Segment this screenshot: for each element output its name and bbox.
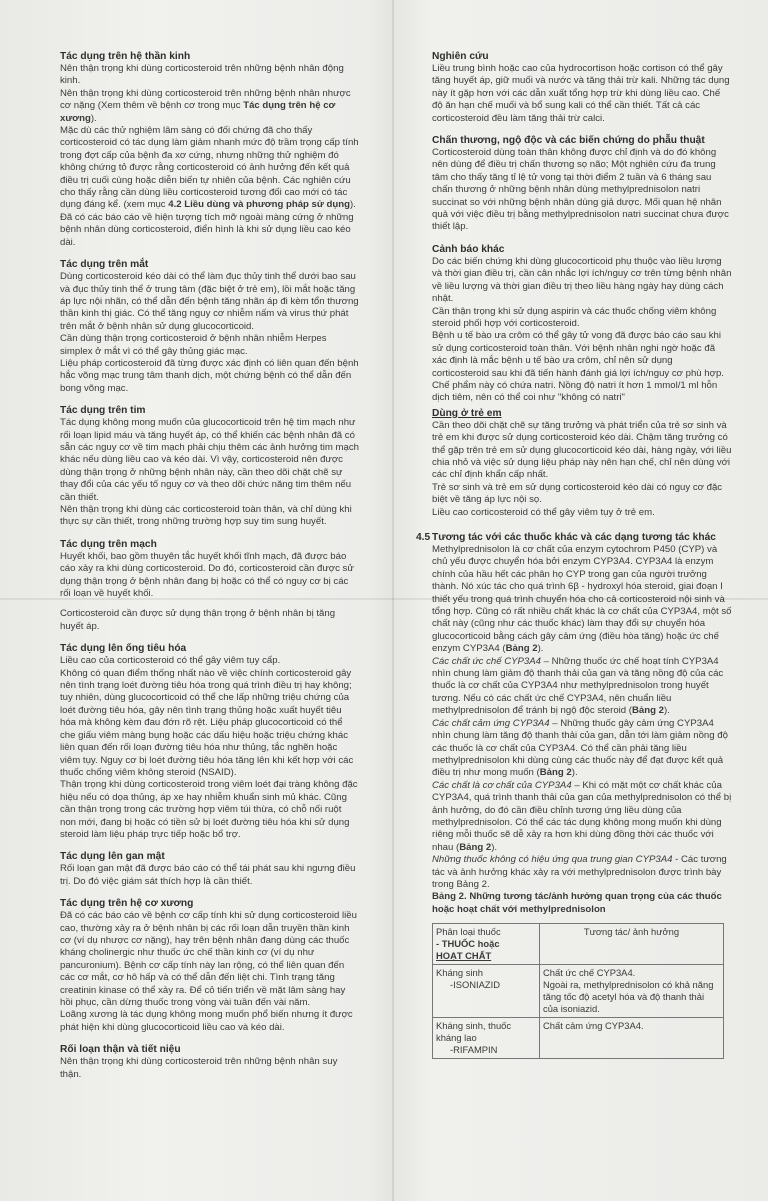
paragraph: Các chất ức chế CYP3A4 – Những thuốc ức chế hoạt tính CYP3A4 nhìn chung làm giảm độ thanh thải của gan và tăng nồng độ của các thuốc là cơ chất của CYP3A4 như methylprednisolon trong huyết tương. Nếu có các chất ức chế CYP3A4, nên chuẩn liều methylprednisolon để tránh bị ngộ độc steroid (Bảng 2). — [432, 655, 724, 717]
section-title: Tác dụng trên tim — [60, 405, 146, 417]
table-cell: Kháng sinh -ISONIAZID — [433, 965, 540, 1018]
section-title: Nghiên cứu — [432, 51, 489, 62]
section-musculoskeletal — [60, 897, 360, 1034]
paragraph: Liều cao của corticosteroid có thể gây viêm tụy cấp. — [60, 655, 281, 667]
page-fold — [392, 0, 394, 1201]
section-title: 4.5 Tương tác với các thuốc khác và các dạng tương tác khác — [416, 532, 716, 543]
section-gastrointestinal — [60, 642, 360, 841]
paragraph: Đã có các báo cáo về bệnh cơ cấp tính khi sử dụng corticosteroid liều cao, thường xảy ra ở bệnh nhân bị các rối loạn dẫn truyền thần kinh cơ (ví dụ nhược cơ nặng), hay trên bệnh nhân đang dùng các thuốc kháng cholinergic như thuốc ức chế thần kinh cơ (ví dụ như pancuronium). Bệnh cơ cấp tính này lan rộng, có thể liên quan đến các cơ mắt, cơ hô hấp và có thể dẫn đến liệt chi. Tình trạng tăng creatinin kinase có thể xảy ra. Để cỏ tiến triển về mặt lâm sàng hay hồi phục, cần dừng thuốc trong vòng vài tuần đến vài năm. — [60, 910, 357, 1008]
paragraph: Liều cao corticosteroid có thể gây viêm tụy ở trẻ em. — [432, 506, 655, 518]
section-title: Dùng ở trẻ em — [432, 407, 502, 419]
paragraph: Corticosteroid dùng toàn thân không được chỉ định và do đó không nên dùng để điều trị chấn thương sọ não; Một nghiên cứu đa trung tâm cho thấy tăng tỉ lệ tử vong tại thời điểm 2 tuần và 6 tháng sau chấn thương ở những bệnh nhân dùng methylprednisolon natri succinat so với những bệnh nhân dùng giả dược. Mối quan hệ nhân quả với việc điều trị bằng methylprednisolon natri succinat chưa được thiết lập. — [432, 147, 729, 233]
paragraph: Nên thận trọng khi dùng các corticosteroid toàn thân, và chỉ dùng khi thực sự cần thiết, trong những trường hợp suy tim sung huyết. — [60, 504, 352, 528]
section-number: 4.5 — [416, 532, 431, 543]
paragraph: Thận trọng khi dùng corticosteroid trong viêm loét đại tràng không đặc hiệu nếu có dọa thủng, áp xe hay nhiễm khuẩn sinh mủ khác. Cũng cần thận trọng trong các trường hợp viêm túi thừa, có chỗ nối ruột non mới, đang bị hoặc có tiền sử bị loét đường tiêu hóa khi sử dụng steroid làm liệu pháp trực tiếp hoặc bổ trợ. — [60, 779, 358, 840]
paragraph: Loãng xương là tác dụng không mong muốn phổ biến nhưng ít được phát hiện khi dùng glucocorticoid liều cao và kéo dài. — [60, 1009, 353, 1033]
interaction-table — [432, 923, 724, 1059]
paragraph: Những thuốc không có hiệu ứng qua trung gian CYP3A4 - Các tương tác và ảnh hưởng khác xảy ra với methylprednisolon được trình bày trong Bảng 2. — [432, 854, 727, 890]
paragraph: Chế phẩm này có chứa natri. Nồng độ natri ít hơn 1 mmol/1 ml hỗn dịch tiêm, nên có thể coi như "không có natri" — [432, 379, 718, 404]
section-research — [432, 50, 732, 125]
paragraph: Do các biến chứng khi dùng glucocorticoid phụ thuộc vào liều lượng và thời gian điều trị, cần cân nhắc lợi ích/nguy cơ trên từng bệnh nhân về liều lượng và thời gian điều trị theo liều hàng ngày hay dùng cách nhật. — [432, 255, 732, 305]
section-title: Tác dụng trên mắt — [60, 259, 149, 271]
paragraph: Corticosteroid cần được sử dụng thận trọng ở bệnh nhân bị tăng huyết áp. — [60, 608, 336, 632]
right-column — [416, 50, 732, 1068]
paragraph: Cần dùng thận trọng corticosteroid ở bệnh nhân nhiễm Herpes simplex ở mắt vì có thể gây thủng giác mạc. — [60, 333, 327, 357]
paragraph: Nên thận trọng khi dùng corticosteroid trên những bệnh nhân suy thận. — [60, 1056, 338, 1080]
table-header-row — [433, 924, 724, 965]
section-title: Tác dụng trên mạch — [60, 538, 157, 550]
paragraph: Trẻ sơ sinh và trẻ em sử dụng corticosteroid kéo dài có nguy cơ đặc biệt về tăng áp lực nội sọ. — [432, 481, 723, 506]
paragraph: Các chất cảm ứng CYP3A4 – Những thuốc gây cảm ứng CYP3A4 nhìn chung làm tăng độ thanh thải của gan, dẫn tới làm giảm nồng độ các thuốc là cơ chất của CYP3A4. Có thể cần phải tăng liều methylprednisolon khi dùng cùng các thuốc này để đạt được kết quả điều trị như mong muốn (Bảng 2). — [432, 717, 728, 779]
section-title: Tác dụng trên hệ cơ xương — [60, 898, 194, 910]
paragraph: Liệu pháp corticosteroid đã từng được xác định có liên quan đến bệnh hắc võng mạc trung tâm thanh dịch, một chứng bệnh có thể dẫn đến bong võng mạc. — [60, 357, 359, 394]
paragraph: Rối loạn gan mật đã được báo cáo có thể tái phát sau khi ngưng điều trị. Do đó việc giám sát thích hợp là cần thiết. — [60, 863, 356, 887]
table-cell: Chất ức chế CYP3A4. Ngoài ra, methylprednisolon có khả năng tăng tốc độ acetyl hóa và độ thanh thải của isoniazid. — [540, 965, 724, 1018]
paragraph: Nên thận trọng khi dùng corticosteroid trên những bệnh nhân nhược cơ nặng (Xem thêm về bệnh cơ trong mục Tác dụng trên hệ cơ xương). — [60, 87, 351, 124]
section-title: Tác dụng lên ống tiêu hóa — [60, 643, 187, 655]
section-eye — [60, 258, 360, 395]
section-heart — [60, 404, 360, 529]
section-renal — [60, 1043, 360, 1081]
paragraph: Các chất là cơ chất của CYP3A4 – Khi có mặt một cơ chất khác của CYP3A4, quá trình thanh thải của gan của methylprednisolon có thể bị ảnh hưởng, do đó cần điều chỉnh tương ứng liều dùng của methylprednisolon. Có thể các tác dụng không mong muốn khi dùng riêng mỗi thuốc sẽ dễ xảy ra hơn khi dùng đồng thời các thuốc với nhau (Bảng 2). — [432, 779, 732, 853]
section-children — [432, 407, 732, 519]
section-vascular — [60, 538, 360, 633]
table-cell: Chất cảm ứng CYP3A4. — [540, 1018, 724, 1059]
section-trauma — [432, 134, 732, 234]
paragraph: Cần theo dõi chặt chẽ sự tăng trưởng và phát triển của trẻ sơ sinh và trẻ em khi được sử dụng corticosteroid kéo dài. Chậm tăng trưởng có thể gặp trên trẻ em sử dụng glucocorticoid kéo dài, hàng ngày, với liều chia nhỏ và việc sử dụng liệu pháp này nên hạn chế, chỉ nên dùng với các chỉ định khẩn cấp nhất. — [432, 419, 732, 481]
paragraph: Mặc dù các thử nghiệm lâm sàng có đối chứng đã cho thấy corticosteroid có tác dụng làm giảm nhanh mức độ trầm trọng cấp tính trong đợt cấp của bệnh đa xơ cứng, nhưng những thử nghiệm đó không chứng tỏ được rằng corticosteroid có ảnh hưởng đến kết quả điều trị cuối cùng hoặc diễn biến tự nhiên của bệnh. Các nghiên cứu cho thấy rằng cần dùng liều corticosteroid tương đối cao mới có tác dụng đáng kể. (xem mục 4.2 Liều dùng và phương pháp sử dụng). — [60, 125, 359, 211]
paragraph: Cần thận trọng khi sử dụng aspirin và các thuốc chống viêm không steroid phối hợp với corticosteroid. — [432, 305, 717, 329]
section-title: Tác dụng lên gan mật — [60, 851, 165, 863]
paragraph: Nên thận trọng khi dùng corticosteroid trên những bệnh nhân động kinh. — [60, 63, 344, 87]
paragraph: Bệnh u tế bào ưa crôm có thể gây tử vong đã được báo cáo sau khi sử dụng corticosteroid toàn thân. Với bệnh nhân nghi ngờ hoặc đã xác định là mắc bệnh u tế bào ưa crôm, chỉ nên sử dụng corticosteroid sau khi đã tiến hành đánh giá lợi ích/nguy cơ phù hợp. — [432, 330, 724, 379]
left-column — [60, 50, 360, 1090]
section-liver — [60, 850, 360, 888]
table-row — [433, 1018, 724, 1059]
section-nervous-system — [60, 50, 360, 249]
table-cell: Kháng sinh, thuốc kháng lao -RIFAMPIN — [433, 1018, 540, 1059]
section-other-warnings — [432, 243, 732, 405]
paragraph: Không có quan điểm thống nhất nào về việc chính corticosteroid gây nên tình trạng loét đường tiêu hóa trong quá trình điều trị hay không; tuy nhiên, dùng glucocorticoid có thể che lấp những triệu chứng của loét đường tiêu hóa, gây nên tình trạng thủng hoặc xuất huyết tiêu hóa mà không kèm đau đớn rõ rệt. Liệu pháp glucocorticoid có thể che giấu viêm màng bụng hoặc các dấu hiệu hoặc triệu chứng khác liên quan đến rối loạn đường tiêu hóa như thủng, tắc nghẽn hoặc viêm tụy. Nguy cơ bị loét đường tiêu hóa tăng lên khi kết hợp với các thuốc chống viêm không steroid (NSAID). — [60, 667, 354, 778]
section-title: Cảnh báo khác — [432, 243, 505, 255]
paragraph: Liều trung bình hoặc cao của hydrocortison hoặc cortison có thể gây tăng huyết áp, giữ muối và nước và tăng thải trừ kali. Những tác dụng này ít gặp hơn với các dẫn xuất tổng hợp trừ khi dùng liều cao. Chế độ ăn hạn chế muối và bổ sung kali có thể cần thiết. Tất cả các corticosteroid đều làm tăng thải trừ calci. — [432, 63, 730, 124]
section-title: Tác dụng trên hệ thần kinh — [60, 51, 191, 62]
table-row — [433, 965, 724, 1018]
section-title: Chấn thương, ngộ độc và các biến chứng do phẫu thuật — [432, 135, 705, 147]
section-title: Rối loạn thận và tiết niệu — [60, 1044, 181, 1056]
paragraph: Tác dụng không mong muốn của glucocorticoid trên hệ tim mạch như rối loạn lipid máu và tăng huyết áp, có thể khiến các bệnh nhân đã có sẵn các nguy cơ về tim mạch phải chịu thêm các ảnh hưởng tim mạch khác nếu dùng liều cao và kéo dài. Vì vậy, corticosteroid nên được dùng thận trọng ở những bệnh nhân này, cần theo dõi chặt chẽ sự thay đổi của các yếu tố nguy cơ và theo dõi chức năng tim thêm nếu cần thiết. — [60, 417, 359, 503]
table-caption: Bảng 2. Những tương tác/ảnh hưởng quan trọng của các thuốc hoặc hoạt chất với methylprednisolon — [432, 891, 722, 915]
paragraph: Dùng corticosteroid kéo dài có thể làm đục thủy tinh thể dưới bao sau và đục thủy tinh thể ở trung tâm (đặc biệt ở trẻ em), lồi mắt hoặc tăng áp lực nội nhãn, có thể dẫn đến bệnh tăng nhãn áp đi kèm tổn thương thần kinh thị giác. Có thể tăng nguy cơ nhiễm nấm và virus thứ phát trên mắt ở bệnh nhân sử dụng glucocorticoid. — [60, 271, 359, 332]
table-header-cell: Phân loại thuốc - THUỐC hoặc HOẠT CHẤT — [433, 924, 540, 965]
paragraph: Đã có các báo cáo về hiện tượng tích mỡ ngoài màng cứng ở những bệnh nhân dùng corticosteroid, điển hình là khi sử dụng liều cao kéo dài. — [60, 211, 354, 248]
paragraph: Methylprednisolon là cơ chất của enzym cytochrom P450 (CYP) và chủ yếu được chuyển hóa bởi enzym CYP3A4. CYP3A4 là enzym chính của hầu hết các phân họ CYP trong gan của người trưởng thành. Nó xúc tác cho quá trình 6β - hydroxyl hóa steroid, giai đoạn I thiết yếu trong quá trình chuyển hóa cho cả corticosteroid nội sinh và tổng hợp. Cũng có rất nhiều chất khác là cơ chất của CYP3A4, một số chất này (cũng như các thuốc khác) làm thay đổi sự chuyển hóa glucocorticoid bằng cách gây cảm ứng (điều hòa tăng) hoặc ức chế enzym CYP3A4 (Bảng 2). — [432, 544, 732, 655]
section-interactions — [416, 531, 732, 1059]
table-header-cell: Tương tác/ ảnh hưởng — [540, 924, 724, 965]
paragraph: Huyết khối, bao gồm thuyên tắc huyết khối tĩnh mạch, đã được báo cáo xảy ra khi dùng corticosteroid. Do đó, corticosteroid cần được sử dụng thận trọng ở bệnh nhân đang bị hoặc có thể có nguy cơ bị các rối loạn về huyết khối. — [60, 550, 354, 600]
